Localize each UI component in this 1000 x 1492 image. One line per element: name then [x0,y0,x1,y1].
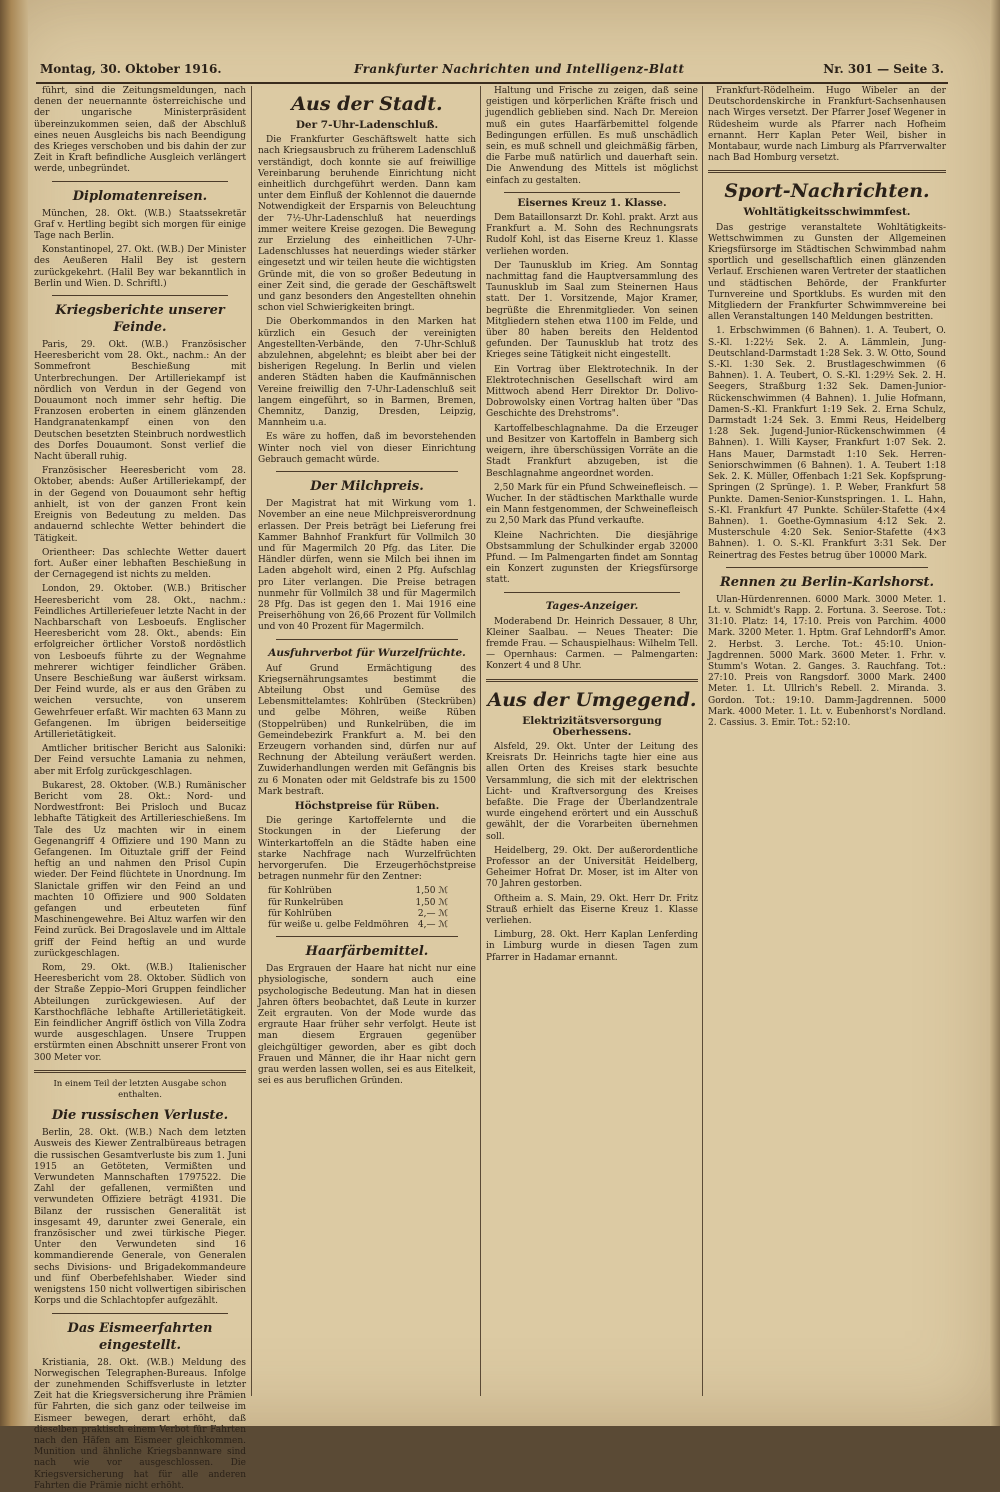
headline-eismeer: Das Eismeerfahrten eingestellt. [67,1320,213,1353]
price-table [268,886,476,931]
divider [504,592,680,593]
divider [726,567,928,568]
article-text: 2,50 Mark für ein Pfund Schweinefleisch. — Wucher. In der städtischen Markthalle wurde ein Mann festgenommen, der Schweinefleisch zu 2,50 Mark das Pfund verkaufte. [486,482,698,527]
column-rule [251,86,252,1396]
section-title-sport: Sport-Nachrichten. [724,180,930,203]
article-text: Rom, 29. Okt. (W.B.) Italienischer Heeresbericht vom 28. Oktober. Südlich von der Straße Zeppio–Mori Gruppen feindlicher Abteilungen zurückgewiesen. Auf der Karsthochfläche lebhafte Artillerietätigkeit. Ein feindlicher Angriff östlich von Villa Zodra wurde ausgeschlagen. Unsere Truppen erstürmten einen Abschnitt unserer Front von 300 Meter vor. [34,963,246,1063]
article-text: Heidelberg, 29. Okt. Der außerordentliche Professor an der Universität Heidelberg, Geheimer Hofrat Dr. Moser, ist im Alter von 70 Jahren gestorben. [486,845,698,890]
price-row: für Kohlrüben 1,50 ℳ [268,886,448,897]
masthead-date: Montag, 30. Oktober 1916. [40,62,222,76]
page-edge [990,0,1000,1426]
article-text: Berlin, 28. Okt. (W.B.) Nach dem letzten Ausweis des Kiewer Zentralbüreaus betragen die russischen Gesamtverluste bis zum 1. Juni 1915 an Getöteten, Vermißten und Verwundeten Mannschaften 1797522. Die Zahl der gefallenen, vermißten und verwundeten Offiziere beträgt 41931. Die Bilanz der russischen Generalität ist insgesamt 49, darunter zwei Generale, ein französischer und zwei türkische Pieger. Unter den Verwundeten sind 16 kommandierende Generale, von Generalen sechs Divisions- und Brigadekommandeure und fünf Oberbefehlshaber. Wieder sind wenigstens 150 nicht vollwertigen sibirischen Korps und die Schlachtopfer aufgezählt. [34,1128,246,1307]
article-text: Orientheer: Das schlechte Wetter dauert fort. Außer einer lebhaften Beschießung in der Cernagegend ist nichts zu melden. [34,547,246,581]
article-text: Die Frankfurter Geschäftswelt hatte sich nach Kriegsausbruch zu früherem Ladenschluß verständigt, doch konnte sie auf freiwillige Vereinbarung beruhende Einrichtung nicht einheitlich durchgeführt werden. Dann kam unter dem Einfluß der Kohlennot die dauernde Notwendigkeit der Ersparnis von Beleuchtung der 7½-Uhr-Ladenschluß hat neuerdings immer weitere Kreise gezogen. Die Bewegung zur Erzielung des einheitlichen 7-Uhr-Ladenschlusses hat neuerdings wieder stärker eingesetzt und wir teilen heute die wichtigsten Gründe mit, die von so großer Bedeutung in einer Zeit sind, die gerade der Geschäftswelt und ganz besonders den Angestellten ohnehin schon viel Schwierigkeiten bringt. [258,135,476,314]
article-text: München, 28. Okt. (W.B.) Staatssekretär Graf v. Hertling begibt sich morgen für einige Tage nach Berlin. [34,208,246,242]
headline-ladenschluss: Der 7-Uhr-Ladenschluß. [295,119,439,131]
article-text: Haltung und Frische zu zeigen, daß seine geistigen und körperlichen Kräfte frisch und jugendlich geblieben sind. Nach Dr. Mereion muß ein gutes Haarfärbemittel folgende Bedingungen erfüllen. Es muß unschädlich sein, es muß schnell und gleichmäßig färben, die Farbe muß natürlich und dauerhaft sein. Die Anwendung des Mittels ist möglichst einfach zu gestalten. [486,86,698,186]
headline-ausfuhrverbot: Ausfuhrverbot für Wurzelfrüchte. [268,646,466,659]
masthead-title: Frankfurter Nachrichten und Intelligenz-Blatt [354,62,685,76]
headline-kriegsberichte: Kriegsberichte unserer Feinde. [55,303,225,336]
column-2 [258,86,476,1396]
article-text: Dem Bataillonsarzt Dr. Kohl. prakt. Arzt aus Frankfurt a. M. Sohn des Rechnungsrats Rudolf Kohl, ist das Eiserne Kreuz 1. Klasse verliehen worden. [486,213,698,257]
article-text: Oftheim a. S. Main, 29. Okt. Herr Dr. Fritz Strauß erhielt das Eiserne Kreuz 1. Klasse verliehen. [486,893,698,926]
article-text: Kleine Nachrichten. Die diesjährige Obstsammlung der Schulkinder ergab 32000 Pfund. — Im Palmengarten findet am Sonntag ein Konzert zugunsten der Kriegsfürsorge statt. [486,530,698,586]
article-text: Moderabend Dr. Heinrich Dessauer, 8 Uhr, Kleiner Saalbau. — Neues Theater: Die fremde Frau. — Schauspielhaus: Wilhelm Tell. — Opernhaus: Carmen. — Palmengarten: Konzert 4 und 8 Uhr. [486,616,698,672]
headline-milchpreis: Der Milchpreis. [310,479,424,495]
section-title-stadt: Aus der Stadt. [291,93,443,115]
column-rule [702,86,703,1396]
headline-rennen: Rennen zu Berlin-Karlshorst. [719,574,935,590]
article-text: Auf Grund Ermächtigung des Kriegsernährungsamtes bestimmt die Abteilung Obst und Gemüse des Lebensmittelamtes: Kohlrüben (Steckrüben) und gelbe Möhren, weiße Rüben (Stoppelrüben) und Runkelrüben, die im Gemeindebezirk Frankfurt a. M. bei den Erzeugern vorhanden sind, dürfen nur auf Rechnung der Abteilung veräußert werden. Zuwiderhandlungen werden mit Gefängnis bis zu 6 Monaten oder mit Geldstrafe bis zu 1500 Mark bestraft. [258,663,476,797]
masthead-page-number: Nr. 301 — Seite 3. [823,62,944,76]
article-text: führt, sind die Zeitungsmeldungen, nach denen der neuernannte österreichische und der ungarische Ministerpräsident übereinzukommen seien, daß der Abschluß eines neuen Ausgleichs bis nach Beendigung des Krieges verschoben und bis dahin der zur Zeit in Kraft befindliche Ausgleich verlängert werde, unbegründet. [34,86,246,175]
section-title-umgegend: Aus der Umgegend. [487,688,697,711]
article-text: Französischer Heeresbericht vom 28. Oktober, abends: Außer Artilleriekampf, der in der Gegend von Douaumont sehr heftig anhielt, ist von der ganzen Front kein Ereignis von Bedeutung zu melden. Das andauernd schlechte Wetter behindert die Tätigkeit. [34,466,246,544]
masthead [36,60,948,84]
headline-diplomaten: Diplomatenreisen. [72,188,208,204]
divider [486,679,698,682]
divider [276,471,458,472]
results-text: 1. Erbschwimmen (6 Bahnen). 1. A. Teubert, O. S.-Kl. 1:22½ Sek. 2. A. Lämmlein, Jung-Deutschland-Darmstadt 1:28 Sek. 3. W. Otto, Sound S.-Kl. 1:30 Sek. 2. Brustlageschwimmen (6 Bahnen). 1. A. Teubert, O. S.-Kl. 1:29½ Sek. 2. H. Seegers, Straßburg 1:32 Sek. Damen-Junior-Rückenschwimmen (4 Bahnen). 1. Julie Hofmann, Damen-S.-Kl. Frankfurt 1:19 Sek. 2. Erna Schulz, Darmstadt 1:24 Sek. 3. Emmi Reus, Heidelberg 1:28 Sek. Jugend-Junior-Rückenschwimmen (4 Bahnen). 1. Willi Kayser, Frankfurt 1:07 Sek. 2. Hans Mauer, Darmstadt 1:10 Sek. Herren-Seniorschwimmen (6 Bahnen). 1. A. Teubert 1:18 Sek. 2. K. Müller, Offenbach 1:21 Sek. Kopfsprung-Springen (2 Sprünge). 1. P. Weber, Frankfurt 58 Punkte. Damen-Senior-Kunstspringen. 1. L. Hahn, S.-Kl. Frankfurt 47 Punkte. Schüler-Stafette (4×4 Bahnen). 1. Goethe-Gymnasium 4:12 Sek. 2. Musterschule 4:20 Sek. Senior-Stafette (4×3 Bahnen). 1. O. S.-Kl. Frankfurt 3:31 Sek. Der Reinertrag des Festes betrug über 10000 Mark. [708,326,946,561]
price-row: für Kohlrüben 2,— ℳ [268,908,448,919]
divider [708,170,946,173]
binding-spine [0,0,28,1426]
headline-hoechstpreise: Höchstpreise für Rüben. [294,799,440,812]
price-row: für Runkelrüben 1,50 ℳ [268,897,448,908]
divider [276,936,458,937]
article-text: Alsfeld, 29. Okt. Unter der Leitung des Kreisrats Dr. Heinrichs tagte hier eine aus allen Orten des Kreises stark besuchte Versammlung, die sich mit der elektrischen Licht- und Kraftversorgung des Kreises befaßte. Die Frage der Überlandzentrale wurde eingehend erörtert und ein Ausschuß gewählt, der die Vorarbeiten übernehmen soll. [486,741,698,842]
article-text: Limburg, 28. Okt. Herr Kaplan Lenferding in Limburg wurde in diesen Tagen zum Pfarrer in Hadamar ernannt. [486,930,698,963]
headline-eisernes-kreuz: Eisernes Kreuz 1. Klasse. [517,196,667,209]
article-text: Kristiania, 28. Okt. (W.B.) Meldung des Norwegischen Telegraphen-Bureaus. Infolge der zunehmenden Schiffsverluste in letzter Zeit hat die Kriegsversicherung ihre Prämien für Fahrten, die sich ganz oder teilweise im Eismeer bewegen, derart erhöht, daß dieselben praktisch einem Verbot für Fahrten nach den Häfen am Eismeer gleichkommen. Munition und ähnliche Kriegsbannware sind nach wie vor ausgeschlossen. Die Kriegsversicherung hat für alle anderen Fahrten die Prämie nicht erhöht. [34,1357,246,1491]
article-text: Kartoffelbeschlagnahme. Da die Erzeuger und Besitzer von Kartoffeln in Bamberg sich weigern, ihre überschüssigen Vorräte an die Stadt Frankfurt abzugeben, ist die Beschlagnahme angeordnet worden. [486,423,698,479]
divider [504,192,680,193]
column-1 [34,86,246,1491]
headline-haarfaerbemittel: Haarfärbemittel. [305,944,429,960]
article-text: Das gestrige veranstaltete Wohltätigkeits-Wettschwimmen zu Gunsten der Allgemeinen Kriegsfürsorge im Städtischen Schwimmbad nahm sportlich und gesellschaftlich einen glänzenden Verlauf. Erschienen waren Vertreter der staatlichen und städtischen Behörde, der Frankfurter Turnvereine und Sportklubs. Es wurden mit den Mitgliedern der Frankfurter Schwimmvereine bei allen Veranstaltungen 140 Meldungen bestritten. [708,222,946,323]
article-text: Amtlicher britischer Bericht aus Saloniki: Der Feind versuchte Lamania zu nehmen, aber mit Erfolg zurückgeschlagen. [34,744,246,777]
divider [52,1313,228,1314]
column-3 [486,86,698,1396]
results-text: Ulan-Hürdenrennen. 6000 Mark. 3000 Meter. 1. Lt. v. Schmidt's Rapp. 2. Fortuna. 3. Seerose. Tot.: 31:10. Platz: 14, 17:10. Preis von Parchim. 4000 Mark. 3200 Meter. 1. Hptm. Graf Lehndorff's Amor. 2. Herbst. 3. Lerche. Tot.: 45:10. Union-Jagdrennen. 5000 Mark. 3600 Meter. 1. Frhr. v. Stumm's Wotan. 2. Ganges. 3. Rauchfang. Tot.: 27:10. Preis von Rangsdorf. 3000 Mark. 2400 Meter. 1. Lt. Ullrich's Rebell. 2. Miranda. 3. Gordon. Tot.: 19:10. Damm-Jagdrennen. 5000 Mark. 4000 Meter. 1. Lt. v. Eubenhorst's Nordland. 2. Cassius. 3. Emir. Tot.: 52:10. [708,594,946,728]
divider [276,639,458,640]
article-text: Das Ergrauen der Haare hat nicht nur eine physiologische, sondern auch eine psychologische Bedeutung. Man hat in diesen Jahren öfters beobachtet, daß Leute in kurzer Zeit ergrauten. Von der Mode wurde das ergraute Haar früher sehr verfolgt. Heute ist man diesem Ergrauen gegenüber gleichgültiger geworden, aber es gibt doch Frauen und Männer, die ihr Haar nicht gern grau werden lassen wollen, sei es aus Eitelkeit, sei es aus beruflichen Gründen. [258,964,476,1087]
divider [34,1070,246,1073]
article-text: Der Magistrat hat mit Wirkung vom 1. November an eine neue Milchpreisverordnung erlassen. Der Preis beträgt bei Lieferung frei Kammer Bahnhof Frankfurt für Vollmilch 30 und für Magermilch 20 Pfg. das Liter. Die Händler dürfen, wenn sie Milch bei ihnen im Laden abgeholt wird, einen 2 Pfg. Aufschlag pro Liter verlangen. Die Preise betragen nunmehr für Vollmilch 38 und für Magermilch 28 Pfg. Das ist gegen den 1. Mai 1916 eine Preiserhöhung von 26,66 Prozent für Vollmilch und von 40 Prozent für Magermilch. [258,499,476,633]
article-text: Die geringe Kartoffelernte und die Stockungen in der Lieferung der Winterkartoffeln an die Städte haben eine starke Nachfrage nach Wurzelfrüchten hervorgerufen. Die Erzeugerhöchstpreise betragen nunmehr für den Zentner: [258,816,476,883]
headline-schwimmfest: Wohltätigkeitsschwimmfest. [743,206,911,219]
article-text: Es wäre zu hoffen, daß im bevorstehenden Winter noch viel von dieser Einrichtung Gebrauch gemacht würde. [258,432,476,465]
divider [52,181,228,182]
article-text: Ein Vortrag über Elektrotechnik. In der Elektrotechnischen Gesellschaft wird am Mittwoch abend Herr Direktor Dr. Dolivo-Dobrowolsky einen Vortrag halten über "Das Geschichte des Drehstroms". [486,364,698,420]
article-text: Konstantinopel, 27. Okt. (W.B.) Der Minister des Aeußeren Halil Bey ist gestern zurückgekehrt. (Halil Bey war bekanntlich in Berlin und Wien. D. Schriftl.) [34,245,246,289]
edition-note: In einem Teil der letzten Ausgabe schon enthalten. [53,1078,227,1101]
price-row: für weiße u. gelbe Feldmöhren 4,— ℳ [268,920,448,930]
divider [52,295,228,296]
article-text: Bukarest, 28. Oktober. (W.B.) Rumänischer Bericht vom 28. Okt.: Nord- und Nordwestfront: Bei Prisloch und Bucaz lebhafte Tätigkeit des Artillerieschießens. Im Tale des Uz machten wir in einem Gegenangriff 4 Offiziere und 190 Mann zu Gefangenen. Im Oituztale griff der Feind heftig an und nahmen den Prisol Cupin wieder. Der Feind flüchtete in Unordnung. Im Slanictale griffen wir den Feind an und machten 10 Offiziere und 900 Soldaten gefangen und erbeuteten fünf Maschinengewehre. Bei Altuz warfen wir den Feind zurück. Bei Dragoslavele und im Alttale griff der Feind heftig an und wurde zurückgeschlagen. [34,780,246,959]
headline-elektrizitaet: Elektrizitätsversorgung Oberhessens. [522,714,662,738]
headline-tagesanzeiger: Tages-Anzeiger. [545,599,639,612]
article-text: Frankfurt-Rödelheim. Hugo Wibeler an der Deutschordenskirche in Frankfurt-Sachsenhausen nach Wirges versetzt. Der Pfarrer Josef Wegener in Rüdesheim wurde als Pfarrer nach Hofheim ernannt. Herr Kaplan Peter Weil, bisher in Montabaur, wurde nach Limburg als Pfarrverwalter nach Bad Homburg versetzt. [708,86,946,164]
article-text: London, 29. Oktober. (W.B.) Britischer Heeresbericht vom 28. Okt., nachm.: Feindliches Artilleriefeuer letzte Nacht in der Nachbarschaft von Lesboeufs. Englischer Heeresbericht vom 28. Okt., abends: Ein erfolgreicher örtlicher Vorstoß nordöstlich von Lesboeufs führte zu der Wegnahme mehrerer wichtiger feindlicher Gräben. Unsere Beschießung war äußerst wirksam. Der Feind wurde, als er aus den Gräben zu weichen versuchte, von unserem Gewehrfeuer erfaßt. Wir machten 63 Mann zu Gefangenen. Im übrigen beiderseitige Artillerietätigkeit. [34,584,246,740]
article-text: Der Taunusklub im Krieg. Am Sonntag nachmittag fand die Hauptversammlung des Taunusklub im Saal zum Steinernen Haus statt. Der 1. Vorsitzende, Major Kramer, begrüßte die Ehrenmitglieder. Von seinen Mitgliedern stehen etwa 1100 im Felde, und über 80 haben bereits den Heldentod gefunden. Der Taunusklub hat trotz des Krieges seine Tätigkeit nicht eingestellt. [486,260,698,361]
article-text: Paris, 29. Okt. (W.B.) Französischer Heeresbericht vom 28. Okt., nachm.: An der Sommefront Beschießung mit Unterbrechungen. Der Artilleriekampf ist nördlich von Verdun in der Gegend von Douaumont noch immer sehr heftig. Die Franzosen eroberten in einem glänzenden Handgranatenkampf einen von den Deutschen besetzten Steinbruch nordwestlich des Dorfes Douaumont. Sonst verlief die Nacht überall ruhig. [34,340,246,463]
headline-verluste: Die russischen Verluste. [51,1108,229,1124]
column-rule [480,86,481,1396]
article-text: Die Oberkommandos in den Marken hat kürzlich ein Gesuch der vereinigten Angestellten-Verbände, den 7-Uhr-Schluß abzulehnen, abgelehnt; es bleibt aber bei der bisherigen Regelung. In Berlin und vielen anderen Städten haben die Kaufmännischen Vereine freiwillig den 7-Uhr-Ladenschluß seit langem eingeführt, so in Barmen, Bremen, Chemnitz, Danzig, Dresden, Leipzig, Mannheim u.a. [258,317,476,429]
column-4 [708,86,946,1396]
